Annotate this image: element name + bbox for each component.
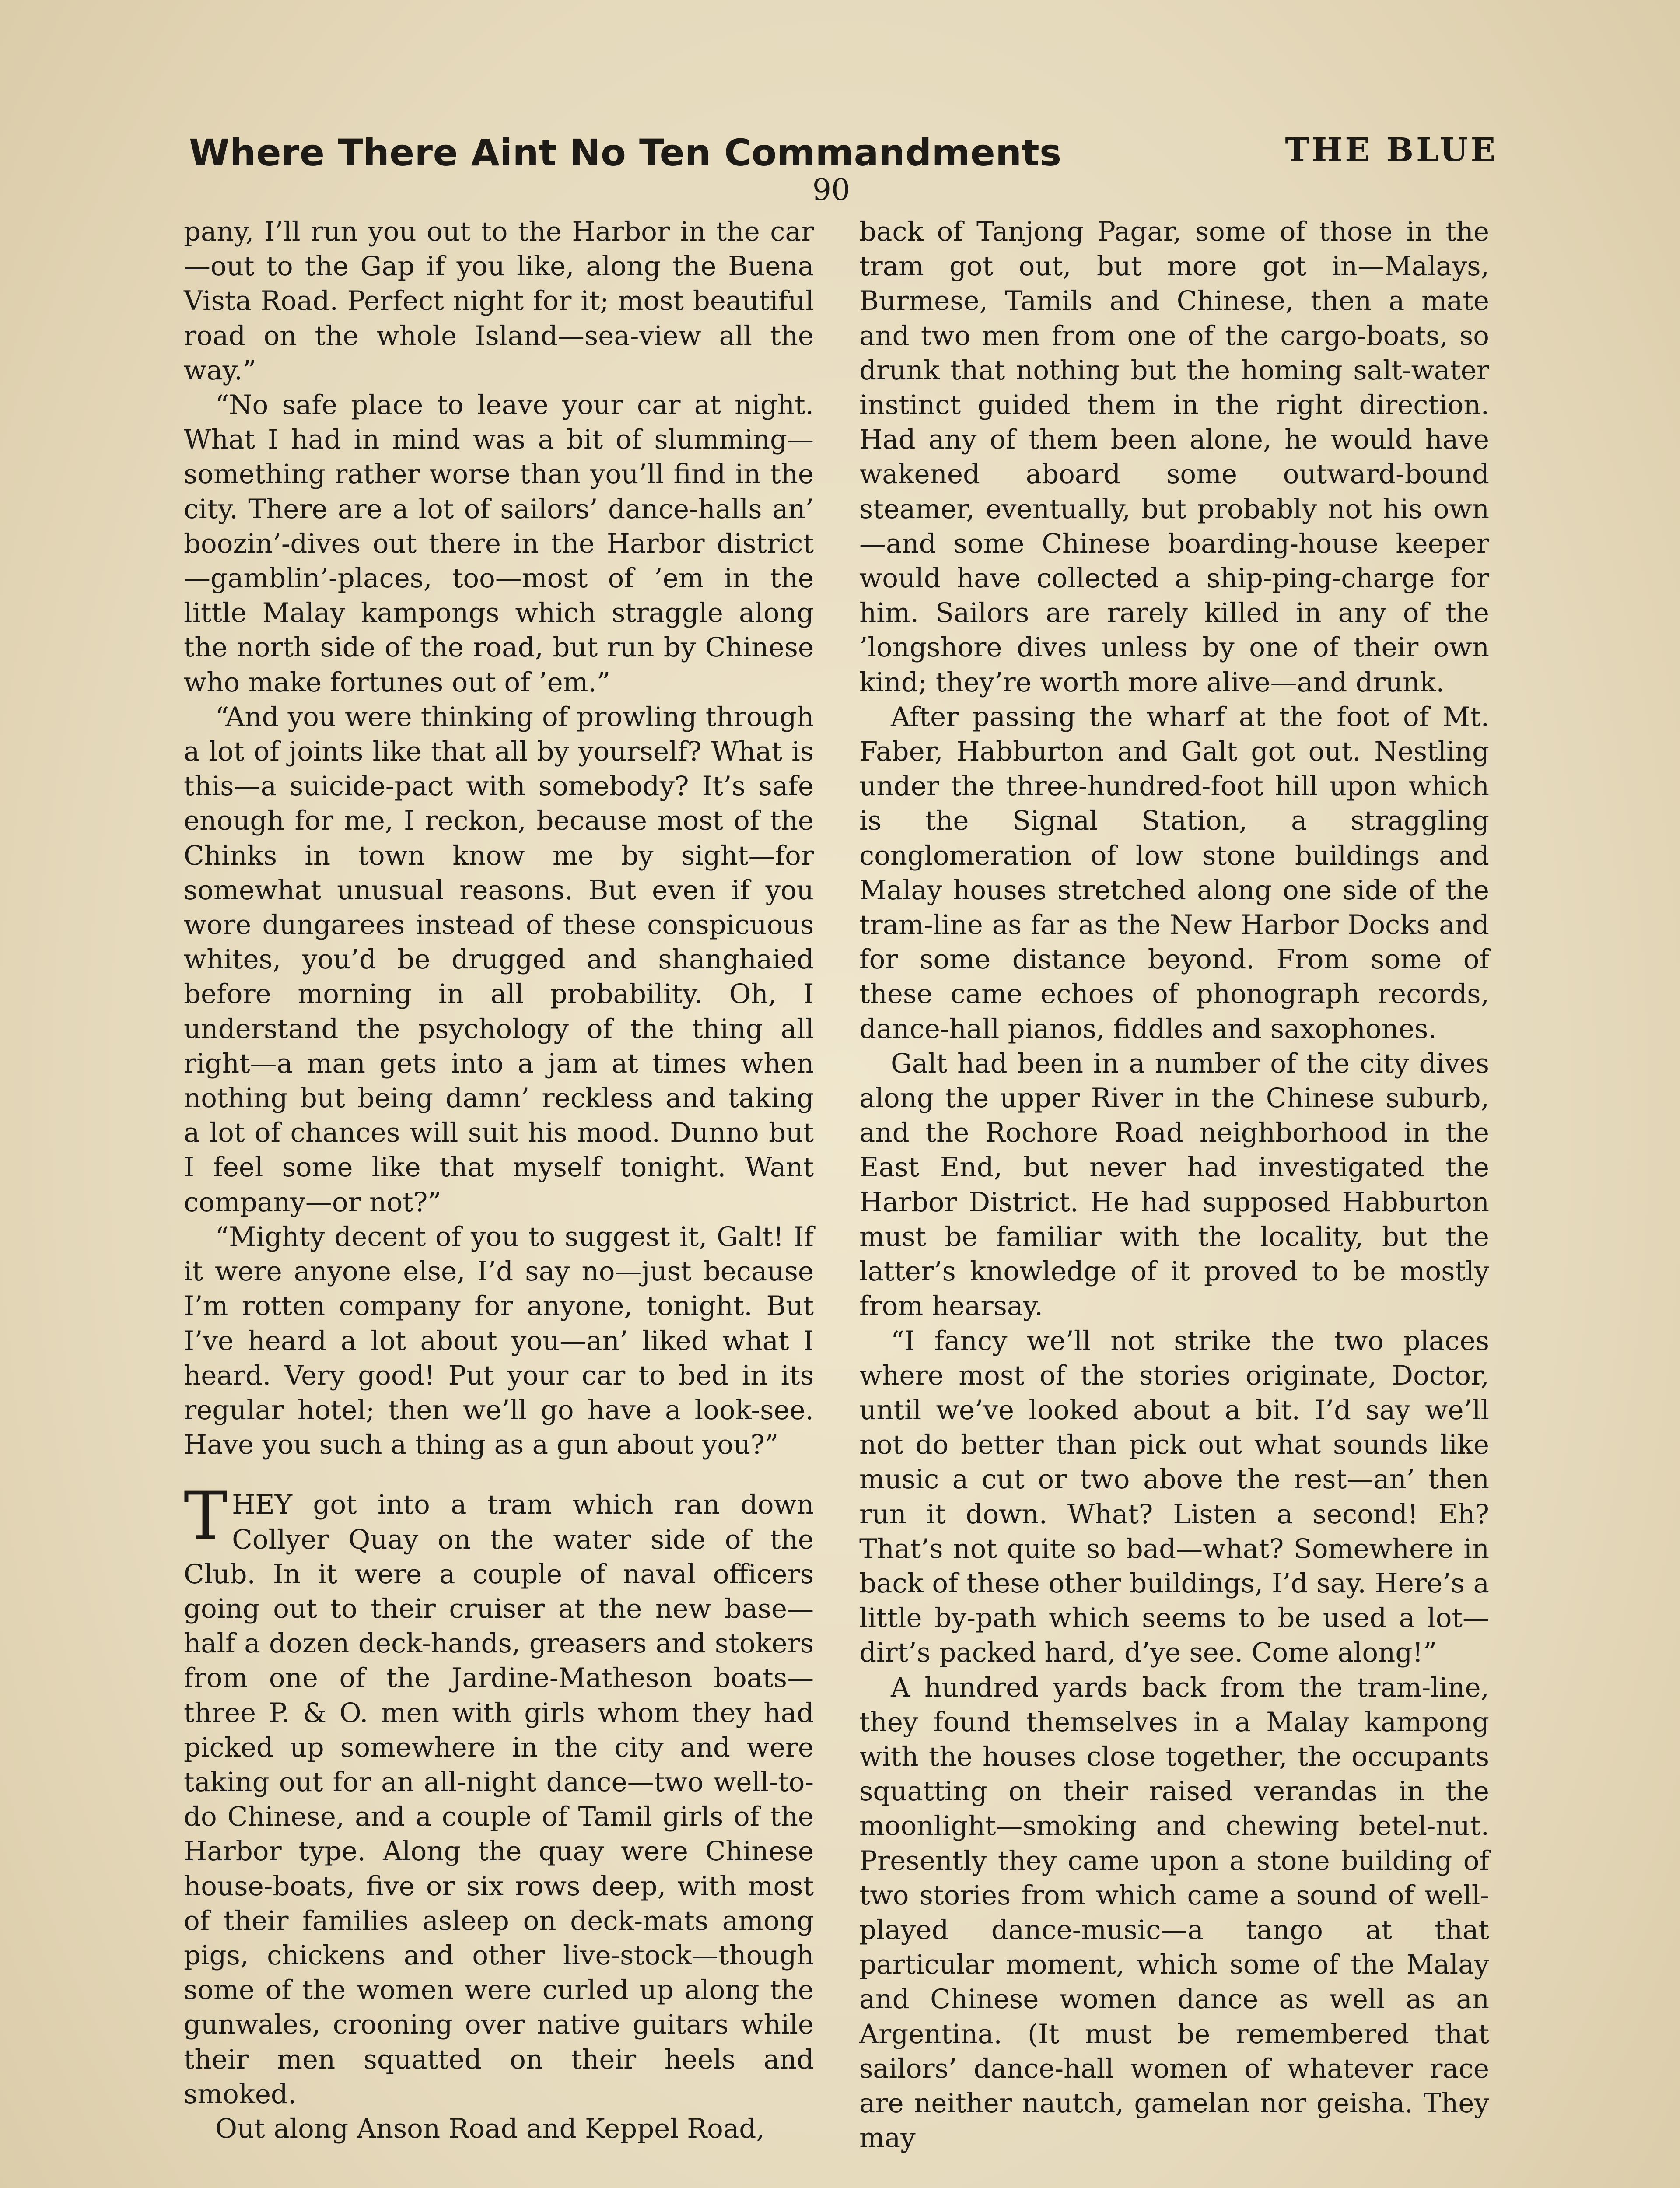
paragraph: “I fancy we’ll not strike the two places where most of the stories originate, Doctor, until we’ve looked about a bit. I’d say we’ll not do better than pick out what sounds like music a cut or two above the rest—an’ then run it down. What? Listen a second! Eh? That’s not quite so bad—what? Somewhere in back of these other buildings, I’d say. Here’s a little by-path which seems to be used a lot—dirt’s packed hard, d’ye see. Come along!” (859, 1325, 1489, 1669)
paragraph: back of Tanjong Pagar, some of those in the tram got out, but more got in—Malays, Burmese, Tamils and Chinese, then a mate and two men from one of the cargo-boats, so drunk that nothing but the homing salt-water instinct guided them in the right direction. Had any of them been alone, he would have wakened aboard some outward-bound steamer, eventually, but probably not his own—and some Chinese boarding-house keeper would have collected a ship-ping-charge for him. Sailors are rarely killed in any of the ’longshore dives unless by one of their own kind; they’re worth more alive—and drunk. (859, 216, 1489, 698)
paragraph: Galt had been in a number of the city dives along the upper River in the Chinese suburb, and the Rochore Road neighborhood in the East End, but never had investigated the Harbor District. He had supposed Habburton must be familiar with the locality, but the latter’s knowledge of it proved to be mostly from hearsay. (859, 1048, 1489, 1322)
drop-cap: T (184, 1478, 228, 1555)
story-title: Where There Aint No Ten Commandments (189, 131, 1062, 174)
paragraph: A hundred yards back from the tram-line, they found themselves in a Malay kampong with the houses close together, the occupants squatting on their raised verandas in the moonlight—smoking and chewing betel-nut. Presently they came upon a stone building of two stories from which came a sound of well-played dance-music—a tango at that particular moment, which some of the Malay and Chinese women dance as well as an Argentina. (It must be remembered that sailors’ dance-hall women of whatever race are neither nautch, gamelan nor geisha. They may (859, 1672, 1489, 2154)
paragraph: Out along Anson Road and Keppel Road, (215, 2113, 765, 2144)
paragraph: “Mighty decent of you to suggest it, Galt! If it were anyone else, I’d say no—just because I’m rotten company for anyone, tonight. But I’ve heard a lot about you—an’ liked what I heard. Very good! Put your car to bed in its regular hotel; then we’ll go have a look-see. Have you such a thing as a gun about you?” (184, 1221, 814, 1461)
paragraph: “And you were thinking of prowling through a lot of joints like that all by yourself? What is this—a suicide-pact with somebody? It’s safe enough for me, I reckon, because most of the Chinks in town know me by sight—for somewhat unusual reasons. But even if you wore dungarees instead of these conspicuous whites, you’d be drugged and shanghaied before morning in all probability. Oh, I understand the psychology of the thing all right—a man gets into a jam at times when nothing but being damn’ reckless and taking a lot of chances will suit his mood. Dunno but I feel some like that myself tonight. Want company—or not?” (184, 701, 814, 1218)
section-opening-paragraph (184, 1478, 814, 2111)
paragraph-text: HEY got into a tram which ran down Collyer Quay on the water side of the Club. In it were a couple of naval officers going out to their cruiser at the new base—half a dozen deck-hands, greasers and stokers from one of the Jardine-Matheson boats—three P. & O. men with girls whom they had picked up somewhere in the city and were taking out for an all-night dance—two well-to-do Chinese, and a couple of Tamil girls of the Harbor type. Along the quay were Chinese house-boats, five or six rows deep, with most of their families asleep on deck-mats among pigs, chickens and other live-stock—though some of the women were curled up along the gunwales, crooning over native guitars while their men squatted on their heels and smoked. (184, 1489, 814, 2110)
running-header (189, 123, 1498, 179)
paragraph: “No safe place to leave your car at night. What I had in mind was a bit of slumming—something rather worse than you’ll find in the city. There are a lot of sailors’ dance-halls an’ boozin’-dives out there in the Harbor district—gamblin’-places, too—most of ’em in the little Malay kampongs which straggle along the north side of the road, but run by Chinese who make fortunes out of ’em.” (184, 389, 814, 698)
magazine-name: THE BLUE (1285, 131, 1498, 169)
paragraph: After passing the wharf at the foot of Mt. Faber, Habburton and Galt got out. Nestling under the three-hundred-foot hill upon which is the Signal Station, a straggling conglomeration of low stone buildings and Malay houses stretched along one side of the tram-line as far as the New Harbor Docks and for some distance beyond. From some of these came echoes of phonograph records, dance-hall pianos, fiddles and saxophones. (859, 701, 1489, 1045)
right-column (859, 214, 1489, 2155)
paragraph: pany, I’ll run you out to the Harbor in the car—out to the Gap if you like, along the Buena Vista Road. Perfect night for it; most beautiful road on the whole Island—sea-view all the way.” (184, 216, 814, 386)
page-number: 90 (812, 173, 850, 207)
left-column (184, 214, 814, 2146)
